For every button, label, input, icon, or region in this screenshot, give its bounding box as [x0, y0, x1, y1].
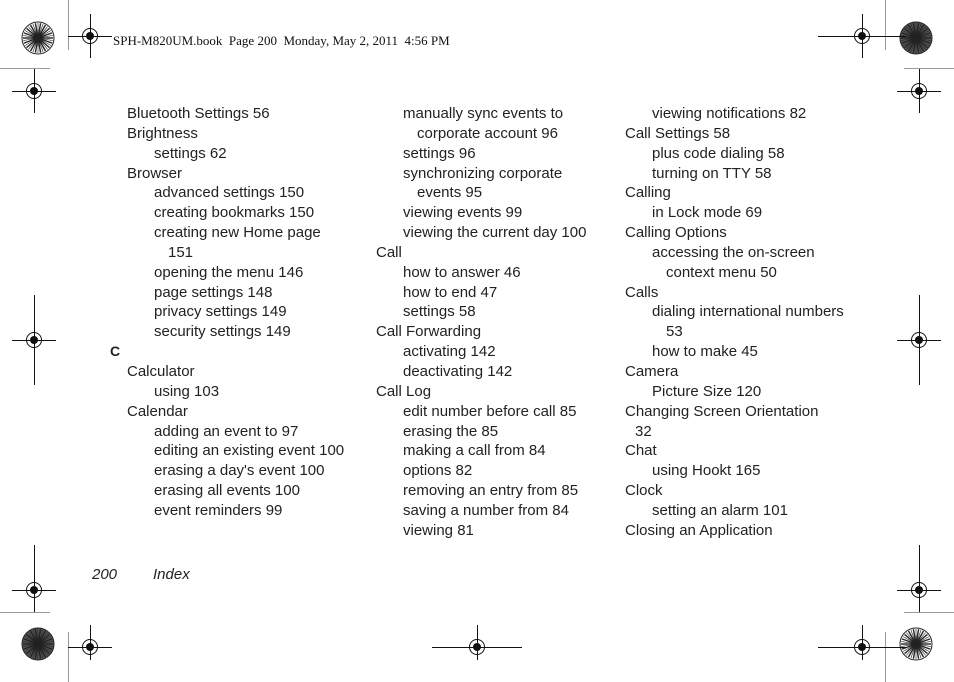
index-main-entry: Call Log [376, 382, 432, 400]
index-main-entry: Calling Options [625, 224, 727, 242]
index-main-entry: Call Settings 58 [625, 124, 731, 142]
index-sub-entry: creating new Home page [154, 224, 321, 242]
trim-line-top-right-v [885, 0, 886, 50]
starburst-mark-top-right [899, 21, 933, 55]
trim-line-bottom-right-v [885, 632, 886, 682]
footer-section-title: Index [153, 566, 190, 583]
index-main-entry: Chat [625, 442, 657, 460]
index-sub-entry: adding an event to 97 [154, 422, 299, 440]
index-sub-entry: how to make 45 [652, 343, 758, 361]
starburst-mark-top-left [21, 21, 55, 55]
index-sub-entry: erasing the 85 [403, 422, 499, 440]
index-sub-entry: dialing international numbers [652, 303, 844, 321]
index-sub-entry: options 82 [403, 462, 473, 480]
index-main-entry: Calling [625, 184, 671, 202]
index-main-entry: Closing an Application [625, 521, 773, 539]
index-sub-entry: edit number before call 85 [403, 402, 577, 420]
index-main-entry: Changing Screen Orientation [625, 402, 819, 420]
index-main-entry: Browser [127, 164, 183, 182]
index-sub-entry: corporate account 96 [417, 124, 558, 142]
footer-page-number: 200 [92, 566, 118, 583]
index-sub-entry: security settings 149 [154, 323, 291, 341]
index-sub-entry: settings 96 [403, 144, 476, 162]
trim-line-top-left-v [68, 0, 69, 50]
index-sub-entry: 53 [666, 323, 683, 341]
index-column-2 [376, 104, 616, 541]
index-sub-entry: viewing events 99 [403, 204, 523, 222]
trim-line-top-left-h [0, 68, 50, 69]
index-sub-entry: 32 [635, 422, 652, 440]
index-sub-entry: events 95 [417, 184, 483, 202]
index-sub-entry: in Lock mode 69 [652, 204, 763, 222]
index-sub-entry: viewing notifications 82 [652, 105, 807, 122]
index-sub-entry: manually sync events to [403, 105, 564, 122]
index-column-3 [625, 104, 855, 541]
index-sub-entry: turning on TTY 58 [652, 164, 772, 182]
index-sub-entry: viewing the current day 100 [403, 224, 587, 242]
index-main-entry: Brightness [127, 124, 198, 142]
index-sub-entry: how to answer 46 [403, 263, 521, 281]
index-main-entry: Calculator [127, 362, 195, 380]
index-sub-entry: saving a number from 84 [403, 501, 569, 519]
index-sub-entry: using Hookt 165 [652, 462, 761, 480]
index-letter-heading: C [110, 343, 121, 360]
index-main-entry: Calendar [127, 402, 188, 420]
index-sub-entry: context menu 50 [666, 263, 777, 281]
trim-line-bottom-right-h [904, 612, 954, 613]
index-sub-entry: 151 [168, 243, 194, 261]
index-sub-entry: plus code dialing 58 [652, 144, 785, 162]
starburst-mark-bottom-right [899, 627, 933, 661]
print-slug-header: SPH-M820UM.book Page 200 Monday, May 2, 2011 4:56 PM [113, 33, 450, 48]
index-main-entry: Camera [625, 362, 679, 380]
index-sub-entry: settings 58 [403, 303, 476, 321]
index-sub-entry: removing an entry from 85 [403, 482, 579, 500]
trim-line-bottom-left-v [68, 632, 69, 682]
index-main-entry: Bluetooth Settings 56 [127, 105, 270, 122]
index-main-entry: Clock [625, 482, 663, 500]
index-sub-entry: synchronizing corporate [403, 164, 563, 182]
index-sub-entry: opening the menu 146 [154, 263, 304, 281]
trim-line-bottom-left-h [0, 612, 50, 613]
index-sub-entry: editing an existing event 100 [154, 442, 345, 460]
index-sub-entry: settings 62 [154, 144, 227, 162]
index-main-entry: Call [376, 243, 402, 261]
index-sub-entry: using 103 [154, 382, 220, 400]
index-sub-entry: page settings 148 [154, 283, 273, 301]
index-main-entry: Call Forwarding [376, 323, 482, 341]
index-sub-entry: how to end 47 [403, 283, 498, 301]
index-sub-entry: erasing a day's event 100 [154, 462, 325, 480]
index-sub-entry: Picture Size 120 [652, 382, 762, 400]
index-sub-entry: activating 142 [403, 343, 496, 361]
index-sub-entry: making a call from 84 [403, 442, 546, 460]
index-sub-entry: event reminders 99 [154, 501, 283, 519]
index-sub-entry: viewing 81 [403, 521, 474, 539]
index-sub-entry: setting an alarm 101 [652, 501, 788, 519]
index-column-1 [110, 104, 367, 521]
index-sub-entry: advanced settings 150 [154, 184, 305, 202]
index-sub-entry: erasing all events 100 [154, 482, 300, 500]
index-sub-entry: deactivating 142 [403, 362, 513, 380]
index-sub-entry: privacy settings 149 [154, 303, 287, 321]
index-sub-entry: creating bookmarks 150 [154, 204, 315, 222]
trim-line-top-right-h [904, 68, 954, 69]
starburst-mark-bottom-left [21, 627, 55, 661]
index-main-entry: Calls [625, 283, 659, 301]
index-sub-entry: accessing the on-screen [652, 243, 815, 261]
